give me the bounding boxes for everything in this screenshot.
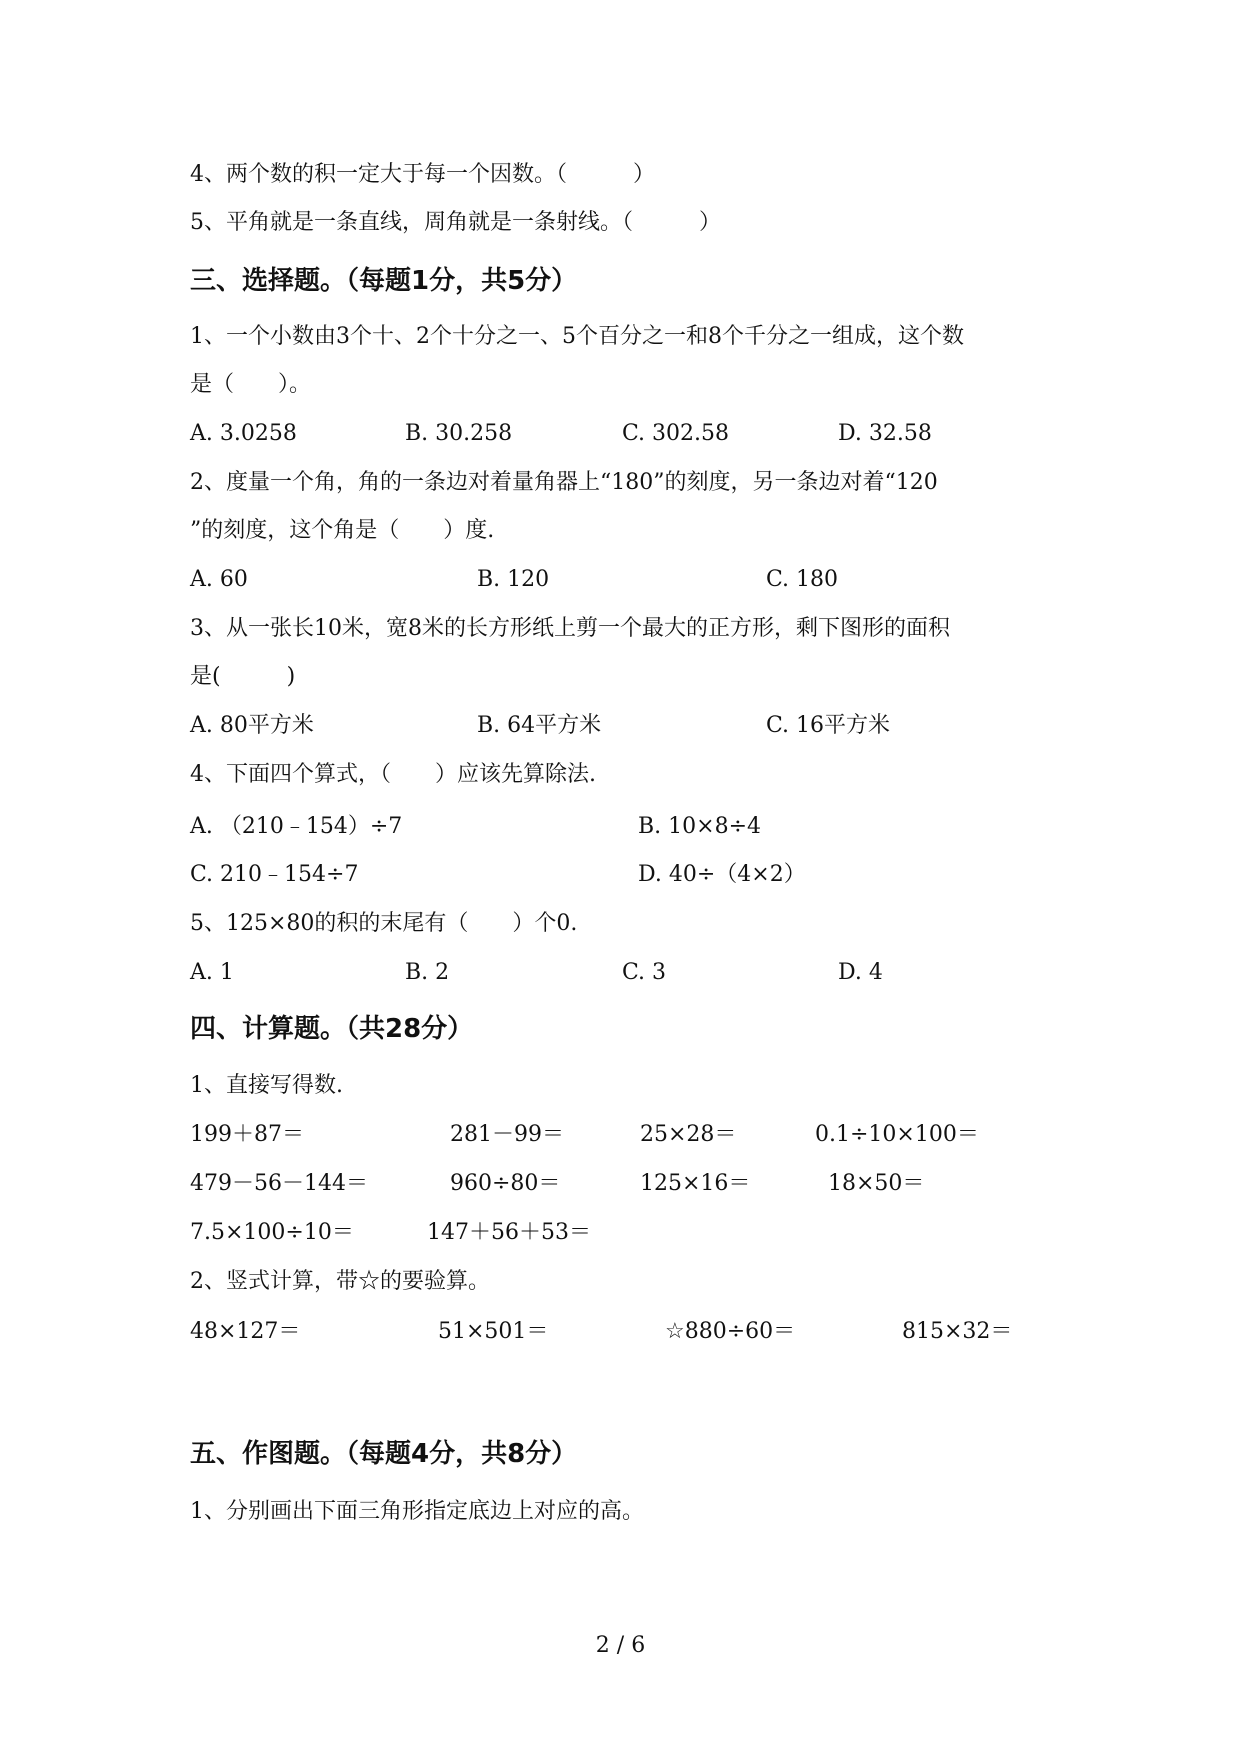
vertical-calc-item: 51×501＝ — [438, 1319, 549, 1344]
q5-option-d: D. 4 — [838, 960, 883, 985]
calc-item: 25×28＝ — [640, 1122, 737, 1147]
calc-item: 281－99＝ — [450, 1122, 564, 1147]
calc-question-1: 1、直接写得数. — [190, 1073, 343, 1098]
q2-option-a: A. 60 — [190, 567, 248, 592]
section-4-title: 四、计算题。（共28分） — [190, 1014, 474, 1044]
judge-question-5: 5、平角就是一条直线，周角就是一条射线。（ ） — [190, 210, 721, 235]
judge-question-4: 4、两个数的积一定大于每一个因数。（ ） — [190, 162, 655, 187]
q5-option-a: A. 1 — [190, 960, 234, 985]
choice-question-1-line2: 是（ ）。 — [190, 372, 312, 397]
choice-question-5: 5、125×80的积的末尾有（ ）个0. — [190, 911, 578, 936]
q4-option-d: D. 40÷（4×2） — [638, 862, 806, 887]
q4-option-a: A. （210﹣154）÷7 — [190, 814, 403, 839]
choice-question-3-line1: 3、从一张长10米，宽8米的长方形纸上剪一个最大的正方形，剩下图形的面积 — [190, 616, 950, 641]
q2-option-c: C. 180 — [766, 567, 839, 592]
section-3-title: 三、选择题。（每题1分，共5分） — [190, 266, 578, 296]
calc-item: 199＋87＝ — [190, 1122, 304, 1147]
q1-option-a: A. 3.0258 — [190, 421, 297, 446]
draw-question-1: 1、分别画出下面三角形指定底边上对应的高。 — [190, 1499, 644, 1524]
vertical-calc-item: 815×32＝ — [902, 1319, 1013, 1344]
vertical-calc-item: ☆880÷60＝ — [665, 1319, 796, 1344]
page-number: 2 / 6 — [595, 1633, 646, 1658]
choice-question-2-line2: ”的刻度，这个角是（ ）度. — [190, 518, 495, 543]
calc-item: 7.5×100÷10＝ — [190, 1220, 354, 1245]
choice-question-3-line2: 是( ) — [190, 664, 296, 689]
calc-question-2: 2、竖式计算，带☆的要验算。 — [190, 1269, 490, 1294]
q4-option-b: B. 10×8÷4 — [638, 814, 762, 839]
q1-option-d: D. 32.58 — [838, 421, 932, 446]
q1-option-c: C. 302.58 — [622, 421, 730, 446]
section-5-title: 五、作图题。（每题4分，共8分） — [190, 1439, 578, 1469]
choice-question-2-line1: 2、度量一个角，角的一条边对着量角器上“180”的刻度，另一条边对着“120 — [190, 470, 938, 495]
calc-item: 147＋56＋53＝ — [427, 1220, 591, 1245]
calc-item: 479－56－144＝ — [190, 1171, 368, 1196]
q3-option-c: C. 16平方米 — [766, 713, 891, 738]
q3-option-a: A. 80平方米 — [190, 713, 314, 738]
q5-option-c: C. 3 — [622, 960, 667, 985]
choice-question-4: 4、下面四个算式，（ ）应该先算除法. — [190, 762, 596, 787]
choice-question-1-line1: 1、一个小数由3个十、2个十分之一、5个百分之一和8个千分之一组成，这个数 — [190, 324, 964, 349]
vertical-calc-item: 48×127＝ — [190, 1319, 301, 1344]
q3-option-b: B. 64平方米 — [477, 713, 602, 738]
q5-option-b: B. 2 — [405, 960, 450, 985]
q2-option-b: B. 120 — [477, 567, 550, 592]
calc-item: 18×50＝ — [828, 1171, 925, 1196]
calc-item: 125×16＝ — [640, 1171, 751, 1196]
q1-option-b: B. 30.258 — [405, 421, 513, 446]
calc-item: 0.1÷10×100＝ — [815, 1122, 979, 1147]
q4-option-c: C. 210﹣154÷7 — [190, 862, 359, 887]
calc-item: 960÷80＝ — [450, 1171, 561, 1196]
